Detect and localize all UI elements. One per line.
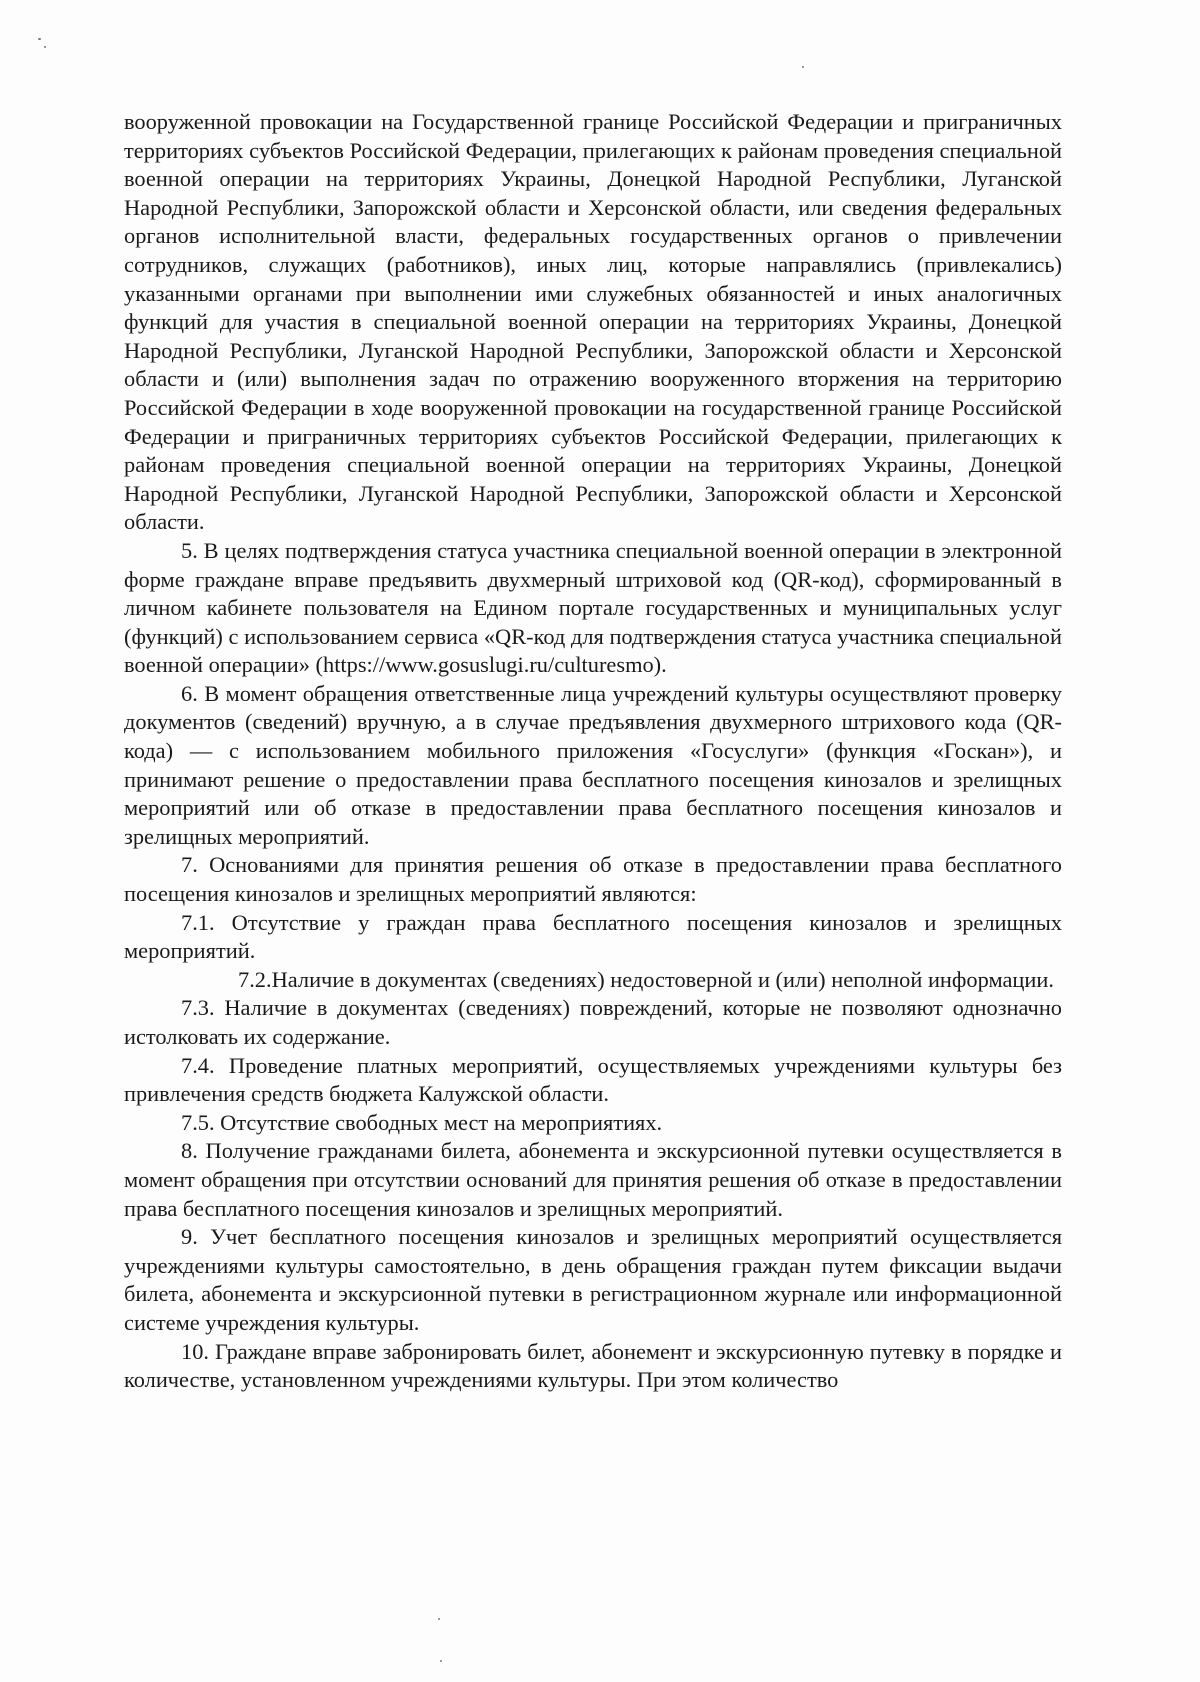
document-body bbox=[124, 108, 1062, 1395]
paragraph-item-7-5: 7.5. Отсутствие свободных мест на мероприятиях. bbox=[181, 1109, 663, 1135]
paragraph-item-5: 5. В целях подтверждения статуса участника специальной военной операции в электронной форме граждане вправе предъявить двухмерный штриховой код (QR-код), сформированный в личном кабинете пользователя на Едином портале государственных и муниципальных услуг (функций) с использованием сервиса «QR-код для подтверждения статуса участника специальной военной операции» (https://www.gosuslugi.ru/culturesmo). bbox=[124, 537, 1062, 678]
item-number: 7.2. bbox=[238, 966, 272, 992]
scan-speck bbox=[44, 46, 46, 48]
paragraph-item-7-3: 7.3. Наличие в документах (сведениях) повреждений, которые не позволяют однозначно истолковать их содержание. bbox=[124, 995, 1062, 1049]
paragraph-item-8: 8. Получение гражданами билета, абонемента и экскурсионной путевки осуществляется в момент обращения при отсутствии оснований для принятия решения об отказе в предоставлении права бесплатного посещения кинозалов и зрелищных мероприятий. bbox=[124, 1138, 1062, 1221]
paragraph-continuation: вооруженной провокации на Государственной границе Российской Федерации и приграничных территориях субъектов Российской Федерации, прилегающих к районам проведения специальной военной операции на территориях Украины, Донецкой Народной Республики, Луганской Народной Республики, Запорожской области и Херсонской области, или сведения федеральных органов исполнительной власти, федеральных государственных органов о привлечении сотрудников, служащих (работников), иных лиц, которые направлялись (привлекались) указанными органами при выполнении ими служебных обязанностей и иных аналогичных функций для участия в специальной военной операции на территориях Украины, Донецкой Народной Республики, Луганской Народной Республики, Запорожской области и Херсонской области и (или) выполнения задач по отражению вооруженного вторжения на территорию Российской Федерации в ходе вооруженной провокации на государственной границе Российской Федерации и приграничных территориях субъектов Российской Федерации, прилегающих к районам проведения специальной военной операции на территориях Украины, Донецкой Народной Республики, Луганской Народной Республики, Запорожской области и Херсонской области. bbox=[124, 109, 1062, 535]
paragraph-item-6: 6. В момент обращения ответственные лица учреждений культуры осуществляют проверку документов (сведений) вручную, а в случае предъявления двухмерного штрихового кода (QR-кода) — с использованием мобильного приложения «Госуслуги» (функция «Госкан»), и принимают решение о предоставлении права бесплатного посещения кинозалов и зрелищных мероприятий или об отказе в предоставлении права бесплатного посещения кинозалов и зрелищных мероприятий. bbox=[124, 680, 1062, 849]
paragraph-item-10: 10. Граждане вправе забронировать билет, абонемент и экскурсионную путевку в порядке и количестве, установленном учреждениями культуры. При этом количество bbox=[124, 1338, 1062, 1393]
paragraph-item-9: 9. Учет бесплатного посещения кинозалов и зрелищных мероприятий осуществляется учреждениями культуры самостоятельно, в день обращения граждан путем фиксации выдачи билета, абонемента и экскурсионной путевки в регистрационном журнале или информационной системе учреждения культуры. bbox=[124, 1224, 1062, 1335]
paragraph-item-7-4: 7.4. Проведение платных мероприятий, осуществляемых учреждениями культуры без привлечения средств бюджета Калужской области. bbox=[124, 1052, 1062, 1107]
scan-speck bbox=[802, 66, 804, 68]
scan-speck bbox=[440, 1660, 442, 1662]
paragraph-item-7-2 bbox=[124, 966, 1062, 995]
scan-speck bbox=[438, 1618, 440, 1620]
scan-speck bbox=[38, 38, 41, 40]
paragraph-item-7-1: 7.1. Отсутствие у граждан права бесплатного посещения кинозалов и зрелищных мероприятий. bbox=[124, 909, 1062, 964]
item-text: Наличие в документах (сведениях) недостоверной и (или) неполной информации. bbox=[271, 966, 1054, 992]
paragraph-item-7: 7. Основаниями для принятия решения об отказе в предоставлении права бесплатного посещения кинозалов и зрелищных мероприятий являются: bbox=[124, 852, 1062, 907]
